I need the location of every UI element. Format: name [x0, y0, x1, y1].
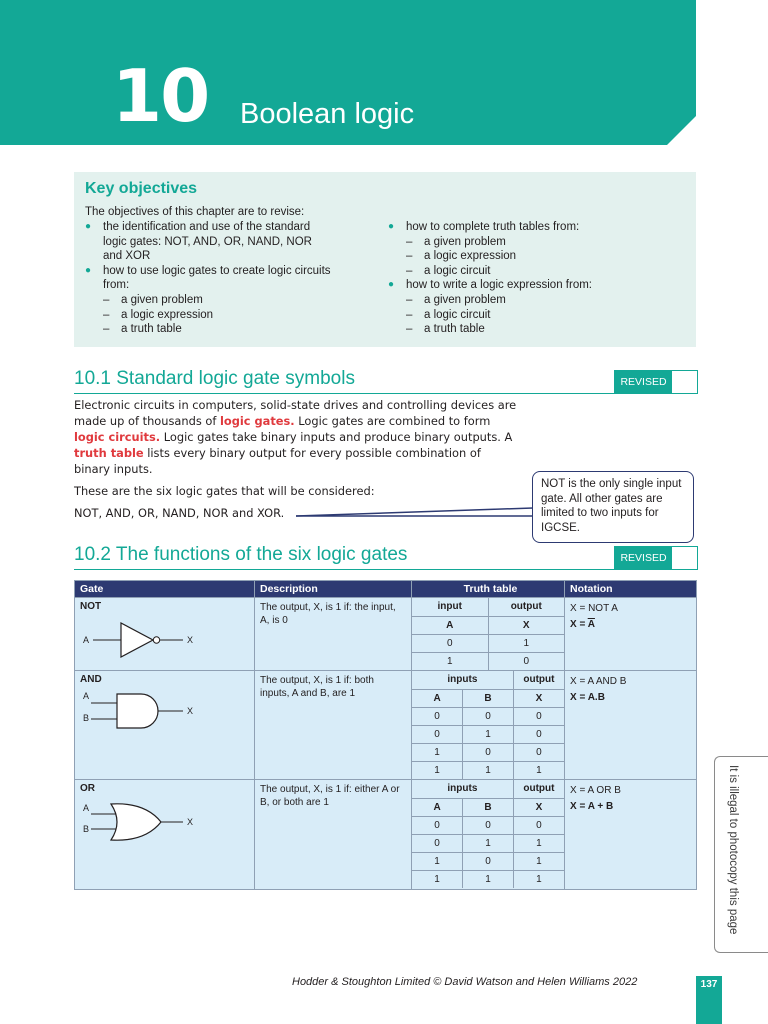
- output-label: X: [187, 635, 194, 645]
- truth-value: 1: [488, 634, 564, 652]
- intro-paragraph: [74, 397, 519, 477]
- truth-header: B: [463, 798, 514, 816]
- paragraph-text: Logic gates are combined to form: [294, 414, 491, 428]
- truth-table-or: [412, 780, 564, 888]
- list-item: ● how to write a logic expression from:: [388, 278, 688, 293]
- key-objectives-box: [74, 172, 696, 347]
- key-objectives-intro: The objectives of this chapter are to revise:: [85, 206, 305, 218]
- sub-list-item: – a given problem: [388, 235, 688, 250]
- notation-expression: X = A + B: [570, 801, 614, 812]
- truth-table-cell: [412, 780, 565, 890]
- truth-value: 0: [463, 816, 514, 834]
- revised-checkbox[interactable]: [614, 546, 698, 570]
- truth-value: 1: [412, 652, 488, 670]
- truth-value: 0: [463, 852, 514, 870]
- sub-list-item: – a logic expression: [85, 308, 385, 323]
- notation-expression: [570, 617, 691, 633]
- truth-value: 1: [463, 761, 514, 779]
- truth-value: 0: [513, 725, 564, 743]
- truth-value: 1: [463, 834, 514, 852]
- page-number: 137: [700, 979, 718, 990]
- sub-list-item: – a logic expression: [388, 249, 688, 264]
- or-gate-symbol-icon: [79, 798, 209, 842]
- notation-cell: [565, 780, 697, 890]
- truth-value: 1: [412, 852, 463, 870]
- truth-header: inputs: [412, 780, 513, 798]
- list-item-text: from:: [103, 279, 130, 292]
- truth-header: inputs: [412, 671, 513, 689]
- revised-checkbox[interactable]: [614, 370, 698, 394]
- truth-header: X: [513, 798, 564, 816]
- sub-list-item: – a given problem: [85, 293, 385, 308]
- page-number-tab: [696, 976, 722, 1024]
- gate-name: AND: [80, 674, 102, 685]
- truth-table-cell: [412, 598, 565, 671]
- truth-table-cell: [412, 671, 565, 780]
- truth-header: A: [412, 616, 488, 634]
- revised-label: REVISED: [615, 547, 672, 569]
- paragraph-text: Logic gates take binary inputs and produce binary outputs. A: [160, 430, 513, 444]
- callout-pointer: [296, 496, 536, 520]
- truth-value: 0: [463, 707, 514, 725]
- truth-value: 1: [463, 725, 514, 743]
- truth-value: 0: [463, 743, 514, 761]
- gate-cell: [75, 598, 255, 671]
- description-cell: The output, X, is 1 if: the input, A, is 0: [255, 598, 412, 671]
- section-heading-10-1: 10.1 Standard logic gate symbols: [74, 368, 355, 389]
- list-item: ● how to complete truth tables from:: [388, 220, 688, 235]
- list-item-text: and XOR: [103, 250, 151, 263]
- notation-prefix: X =: [570, 619, 588, 630]
- truth-value: 1: [412, 870, 463, 888]
- truth-header: X: [513, 689, 564, 707]
- truth-header: B: [463, 689, 514, 707]
- key-objectives-left-column: [85, 220, 385, 337]
- notation-text: X = A AND B: [570, 676, 627, 687]
- truth-value: 0: [412, 725, 463, 743]
- table-row: [75, 598, 697, 671]
- logic-gates-table: [74, 580, 697, 890]
- notation-expression: X = A.B: [570, 692, 605, 703]
- notation-cell: [565, 598, 697, 671]
- truth-header: output: [513, 780, 564, 798]
- truth-value: 1: [412, 743, 463, 761]
- truth-value: 1: [412, 761, 463, 779]
- list-item: [85, 264, 385, 293]
- side-tab-text: It is illegal to photocopy this page: [727, 765, 739, 935]
- input-label: A: [83, 635, 90, 645]
- gate-name: NOT: [80, 601, 102, 612]
- keyword-logic-gates: logic gates.: [220, 414, 295, 428]
- truth-value: 0: [412, 707, 463, 725]
- keyword-logic-circuits: logic circuits.: [74, 430, 161, 444]
- truth-value: 0: [412, 816, 463, 834]
- truth-value: 1: [513, 761, 564, 779]
- gate-name: OR: [80, 783, 95, 794]
- truth-header: output: [488, 598, 564, 616]
- paragraph-text: lists every binary output for every possible combination of binary inputs.: [74, 446, 481, 476]
- description-cell: The output, X, is 1 if: either A or B, or both are 1: [255, 780, 412, 890]
- truth-header: A: [412, 798, 463, 816]
- truth-value: 1: [513, 870, 564, 888]
- column-header-notation: Notation: [565, 581, 697, 598]
- not-gate-symbol-icon: [79, 620, 209, 660]
- truth-value: 0: [513, 707, 564, 725]
- truth-value: 0: [488, 652, 564, 670]
- revised-label: REVISED: [615, 371, 672, 393]
- truth-value: 0: [513, 743, 564, 761]
- sub-list-item: – a logic circuit: [388, 308, 688, 323]
- sub-list-item: – a truth table: [85, 322, 385, 337]
- notation-variable: $\overline{A}$: [587, 619, 595, 630]
- gate-cell: [75, 671, 255, 780]
- footer-copyright: Hodder & Stoughton Limited © David Watson and Helen Williams 2022: [292, 976, 638, 988]
- table-row: [75, 671, 697, 780]
- input-label: A: [83, 803, 90, 813]
- truth-header: output: [513, 671, 564, 689]
- truth-table-not: [412, 598, 564, 670]
- list-item-text: ● how to use logic gates to create logic circuits: [103, 264, 331, 277]
- chapter-number: 10: [112, 54, 209, 138]
- keyword-truth-table: truth table: [74, 446, 144, 460]
- section-heading-10-2: 10.2 The functions of the six logic gates: [74, 544, 408, 565]
- key-objectives-right-column: [388, 220, 688, 337]
- column-header-gate: Gate: [75, 581, 255, 598]
- truth-value: 1: [513, 852, 564, 870]
- paragraph-text: Electronic circuits in computers, solid-state drives and controlling devices are made up of thousands of: [74, 398, 517, 428]
- section-rule: [74, 393, 614, 394]
- key-objectives-title: Key objectives: [85, 180, 198, 197]
- table-row: [75, 780, 697, 890]
- column-header-description: Description: [255, 581, 412, 598]
- list-item-text: ● the identification and use of the standard: [103, 221, 311, 233]
- list-item-text: logic gates: NOT, AND, OR, NAND, NOR: [103, 235, 312, 248]
- chapter-title: Boolean logic: [240, 98, 415, 130]
- truth-value: 1: [463, 870, 514, 888]
- truth-header: A: [412, 689, 463, 707]
- truth-header: input: [412, 598, 488, 616]
- callout-note: NOT is the only single input gate. All other gates are limited to two inputs for IGCSE.: [532, 471, 694, 543]
- list-item: [85, 220, 385, 264]
- notation-text: X = NOT A: [570, 603, 618, 614]
- truth-header: X: [488, 616, 564, 634]
- sub-list-item: – a logic circuit: [388, 264, 688, 279]
- truth-table-and: [412, 671, 564, 779]
- input-label: B: [83, 824, 90, 834]
- input-label: A: [83, 691, 90, 701]
- sub-list-item: – a truth table: [388, 322, 688, 337]
- truth-value: 0: [513, 816, 564, 834]
- gate-cell: [75, 780, 255, 890]
- input-label: B: [83, 713, 90, 723]
- and-gate-symbol-icon: [79, 689, 209, 733]
- output-label: X: [187, 817, 194, 827]
- gates-intro-line: These are the six logic gates that will be considered:: [74, 484, 375, 498]
- truth-value: 1: [513, 834, 564, 852]
- description-cell: The output, X, is 1 if: both inputs, A and B, are 1: [255, 671, 412, 780]
- column-header-truth-table: Truth table: [412, 581, 565, 598]
- section-rule: [74, 569, 614, 570]
- gates-list-line: NOT, AND, OR, NAND, NOR and XOR.: [74, 506, 285, 520]
- truth-value: 0: [412, 834, 463, 852]
- sub-list-item: – a given problem: [388, 293, 688, 308]
- notation-cell: [565, 671, 697, 780]
- truth-value: 0: [412, 634, 488, 652]
- copyright-side-tab: [714, 756, 768, 953]
- notation-text: X = A OR B: [570, 785, 621, 796]
- output-label: X: [187, 706, 194, 716]
